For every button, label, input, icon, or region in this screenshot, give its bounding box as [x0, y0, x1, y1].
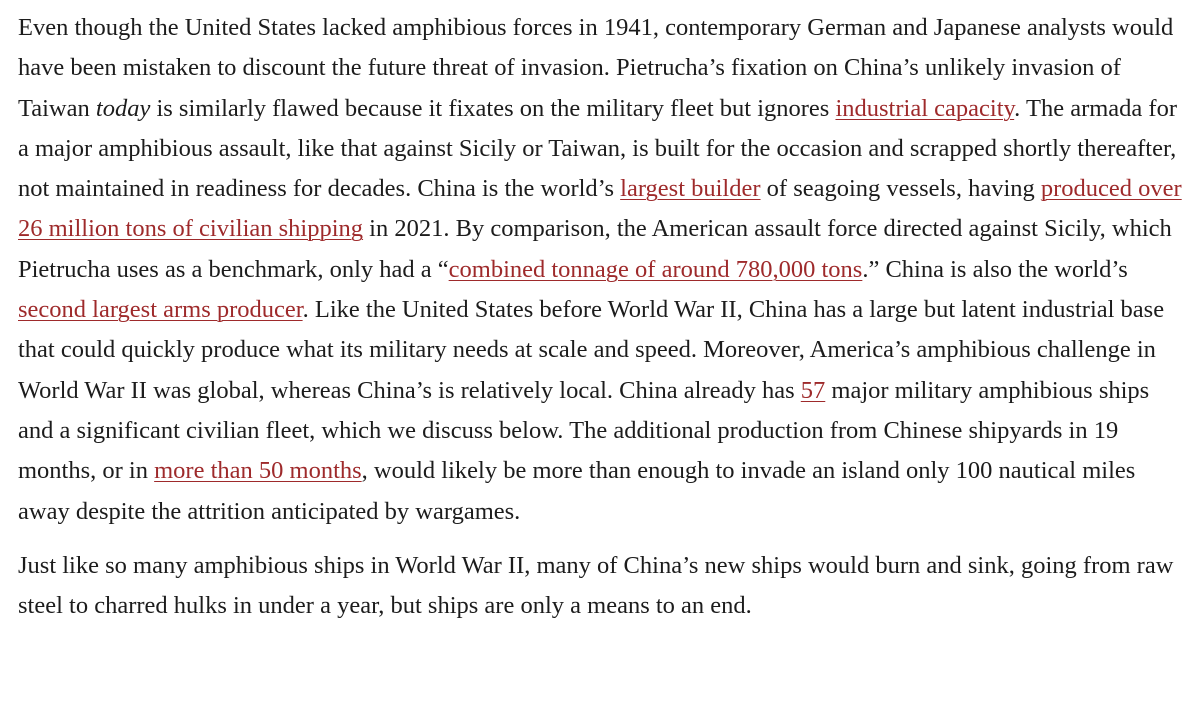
- link-largest-builder[interactable]: largest builder: [620, 175, 761, 203]
- link-more-than-50-months[interactable]: more than 50 months: [154, 457, 362, 485]
- text-segment: Even though the United States lacked amphibious forces in 1941, contemporary German and Japanese analysts would have been mistaken to discount the future threat of invasion. Pietrucha’s fixation on China’s unlikely invasion of Taiwan: [18, 14, 1174, 122]
- text-segment: . Like the United States before World War II, China has a large but latent industrial base that could quickly produce what its military needs at scale and speed. Moreover, America’s amphibious challenge in World War II was global, whereas China’s is relatively local. China already has: [18, 296, 1165, 404]
- text-segment: is similarly flawed because it fixates on the military fleet but ignores: [150, 94, 836, 122]
- text-segment: in 2021. By comparison, the American assault force directed against Sicily, which Pietrucha uses as a benchmark, only had a “: [18, 215, 1172, 283]
- link-57-ships[interactable]: 57: [800, 376, 826, 404]
- emphasis-today: today: [95, 94, 151, 122]
- text-segment: . The armada for a major amphibious assault, like that against Sicily or Taiwan, is built for the occasion and scrapped shortly thereafter, not maintained in readiness for decades. China is the world’s: [18, 94, 1177, 203]
- text-segment: of seagoing vessels, having: [760, 175, 1041, 203]
- link-industrial-capacity[interactable]: industrial capacity: [835, 94, 1015, 122]
- link-second-largest-arms-producer[interactable]: second largest arms producer: [18, 296, 303, 324]
- text-segment: , would likely be more than enough to invade an island only 100 nautical miles away despite the attrition anticipated by wargames.: [18, 457, 1136, 525]
- link-combined-tonnage[interactable]: combined tonnage of around 780,000 tons: [448, 255, 863, 283]
- text-segment: major military amphibious ships and a significant civilian fleet, which we discuss below. The additional production from Chinese shipyards in 19 months, or in: [18, 376, 1150, 485]
- paragraph-1: [18, 0, 1188, 532]
- link-produced-26-million-tons[interactable]: produced over 26 million tons of civilian shipping: [18, 175, 1182, 243]
- article-body: [18, 0, 1188, 626]
- text-segment: .” China is also the world’s: [862, 255, 1128, 283]
- paragraph-2: Just like so many amphibious ships in World War II, many of China’s new ships would burn and sink, going from raw steel to charred hulks in under a year, but ships are only a means to an end.: [18, 551, 1174, 620]
